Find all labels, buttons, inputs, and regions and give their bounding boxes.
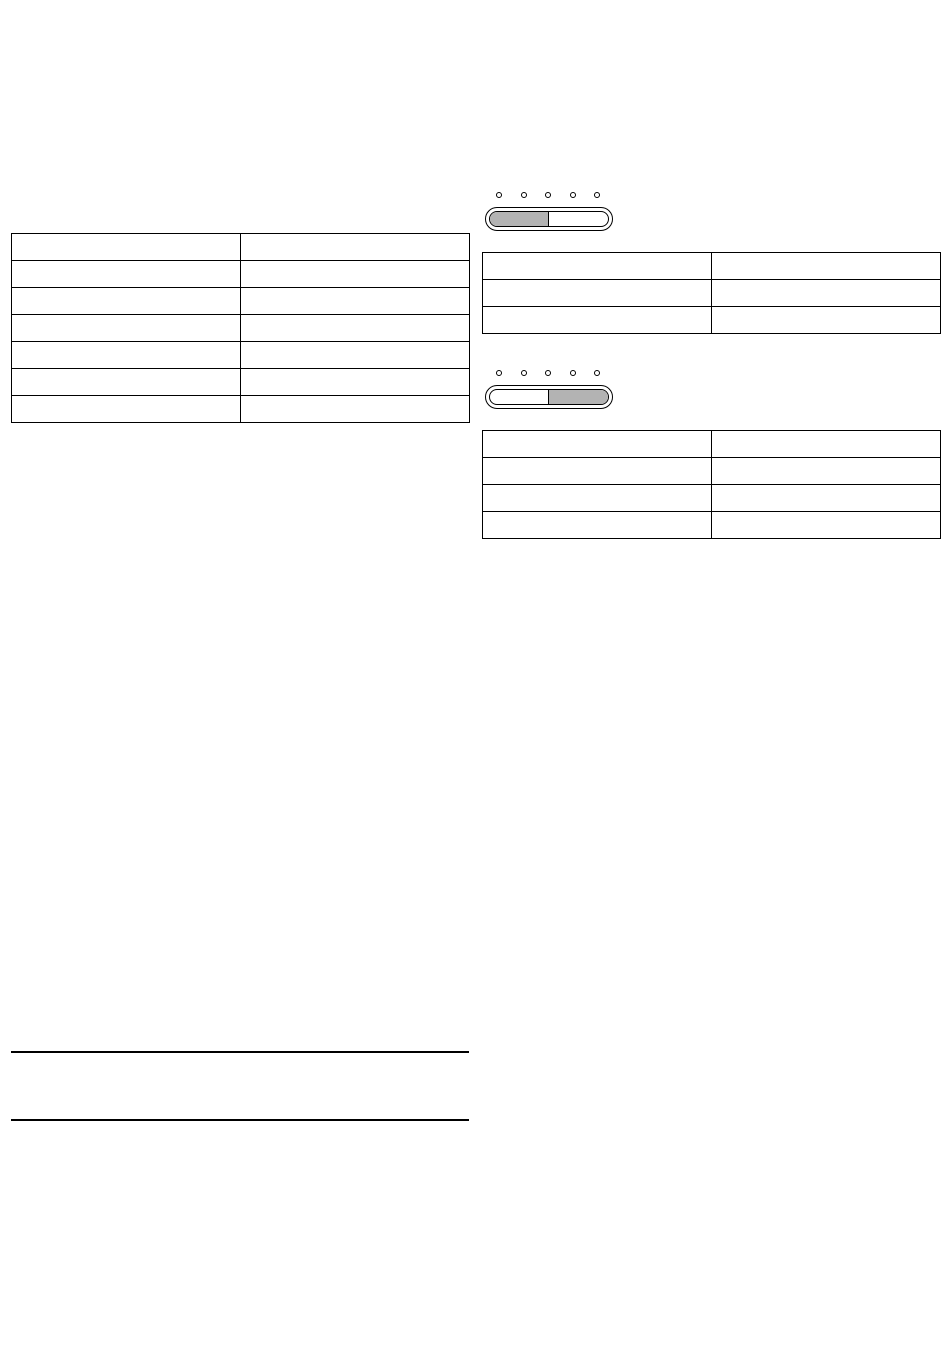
table-cell [483, 512, 712, 539]
position-dot [594, 192, 600, 198]
right-table-2 [482, 430, 941, 539]
right-table-2-body [483, 431, 941, 539]
position-dot [521, 370, 527, 376]
table-cell [712, 485, 941, 512]
table-row [483, 307, 941, 334]
table-cell [712, 512, 941, 539]
horizontal-rule-top [11, 1051, 469, 1053]
table-cell [712, 307, 941, 334]
table-cell [712, 280, 941, 307]
position-marks [485, 368, 613, 378]
table-row [12, 369, 470, 396]
table-row [12, 234, 470, 261]
table-cell [12, 288, 241, 315]
table-cell [241, 369, 470, 396]
position-dot [570, 370, 576, 376]
switch-selector-1[interactable] [485, 190, 613, 232]
table-row [483, 253, 941, 280]
left-table-body [12, 234, 470, 423]
table-cell [241, 342, 470, 369]
left-table [11, 233, 470, 423]
table-cell [483, 485, 712, 512]
table-row [12, 261, 470, 288]
table-row [483, 431, 941, 458]
position-marks [485, 190, 613, 200]
table-row [483, 485, 941, 512]
table-row [483, 280, 941, 307]
position-dot [594, 370, 600, 376]
table-row [483, 458, 941, 485]
right-table-1-body [483, 253, 941, 334]
switch-right-half [549, 390, 608, 404]
table-cell [241, 288, 470, 315]
table-cell [241, 315, 470, 342]
position-dot [496, 192, 502, 198]
table-cell [712, 458, 941, 485]
switch-track-inner [489, 211, 609, 227]
table-cell [241, 396, 470, 423]
table-row [12, 288, 470, 315]
position-dot [545, 192, 551, 198]
table-cell [12, 369, 241, 396]
position-dot [570, 192, 576, 198]
table-cell [12, 396, 241, 423]
table-cell [483, 458, 712, 485]
table-cell [12, 342, 241, 369]
switch-track[interactable] [485, 385, 613, 409]
switch-track[interactable] [485, 207, 613, 231]
right-table-1 [482, 252, 941, 334]
switch-track-inner [489, 389, 609, 405]
table-cell [12, 234, 241, 261]
switch-selector-2[interactable] [485, 368, 613, 410]
table-cell [12, 315, 241, 342]
table-row [12, 315, 470, 342]
switch-left-half [490, 390, 549, 404]
table-cell [483, 253, 712, 280]
table-row [12, 342, 470, 369]
table-cell [241, 261, 470, 288]
table-cell [241, 234, 470, 261]
position-dot [496, 370, 502, 376]
table-row [12, 396, 470, 423]
table-cell [712, 253, 941, 280]
switch-left-half [490, 212, 549, 226]
table-cell [483, 307, 712, 334]
table-cell [483, 280, 712, 307]
horizontal-rule-bottom [11, 1119, 469, 1121]
table-cell [12, 261, 241, 288]
switch-right-half [549, 212, 608, 226]
position-dot [521, 192, 527, 198]
table-cell [483, 431, 712, 458]
table-cell [712, 431, 941, 458]
table-row [483, 512, 941, 539]
position-dot [545, 370, 551, 376]
